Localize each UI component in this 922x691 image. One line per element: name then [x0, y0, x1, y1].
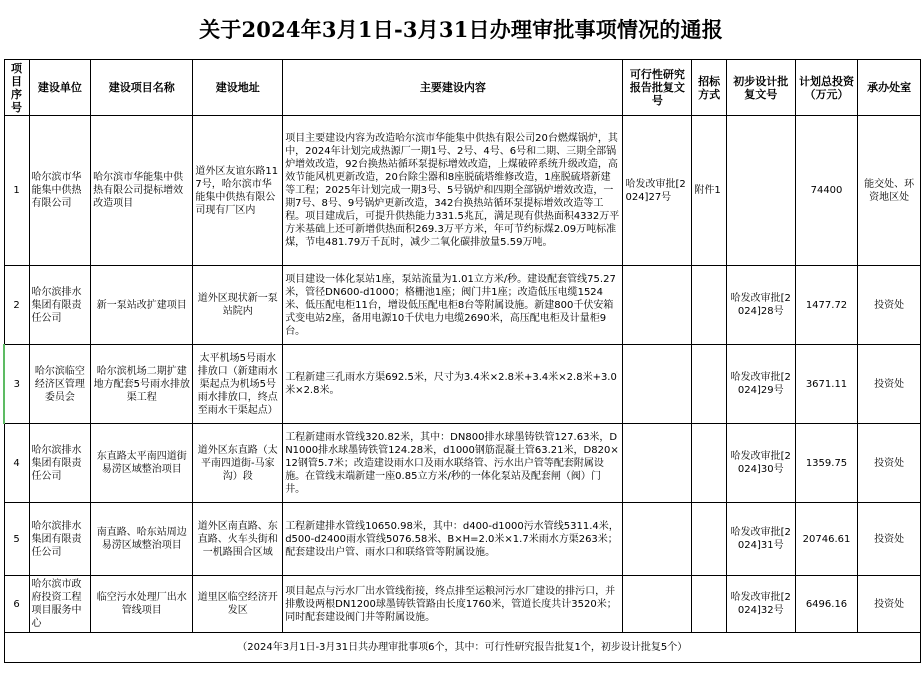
header-dept: 承办处室: [858, 60, 921, 116]
cell-prelim: 哈发改审批[2024]30号: [726, 424, 795, 503]
summary-note: （2024年3月1日-3月31日共办理审批事项6个，其中：可行性研究报告批复1个，初步设计批复5个）: [4, 633, 921, 663]
cell-feasibility: [623, 345, 692, 424]
cell-feasibility: [623, 424, 692, 503]
cell-bidding: [692, 503, 726, 576]
table-row: [4, 503, 921, 576]
cell-prelim: 哈发改审批[2024]28号: [726, 266, 795, 345]
cell-bidding: [692, 576, 726, 633]
cell-dept: 投资处: [858, 345, 921, 424]
cell-name: 东直路太平南四道街易涝区域整治项目: [91, 424, 193, 503]
cell-unit: 哈尔滨排水集团有限责任公司: [29, 266, 91, 345]
cell-bidding: [692, 266, 726, 345]
cell-prelim: 哈发改审批[2024]29号: [726, 345, 795, 424]
header-addr: 建设地址: [193, 60, 283, 116]
cell-invest: 74400: [795, 116, 858, 266]
cell-name: 哈尔滨市华能集中供热有限公司提标增效改造项目: [91, 116, 193, 266]
header-name: 建设项目名称: [91, 60, 193, 116]
table-row: [4, 266, 921, 345]
cell-content: 工程新建三孔雨水方渠692.5米，尺寸为3.4米×2.8米+3.4米×2.8米+3.0米×2.8米。: [283, 345, 623, 424]
cell-seq: 2: [4, 266, 29, 345]
table-row: [4, 576, 921, 633]
cell-invest: 3671.11: [795, 345, 858, 424]
cell-invest: 1359.75: [795, 424, 858, 503]
cell-bidding: [692, 424, 726, 503]
header-content: 主要建设内容: [283, 60, 623, 116]
cell-unit: 哈尔滨市政府投资工程项目服务中心: [29, 576, 91, 633]
cell-bidding: [692, 345, 726, 424]
cell-unit: 哈尔滨临空经济区管理委员会: [29, 345, 91, 424]
header-prelim: 初步设计批复文号: [726, 60, 795, 116]
cell-seq: 3: [4, 345, 29, 424]
header-seq: 项目序号: [4, 60, 29, 116]
cell-addr: 道外区现状新一泵站院内: [193, 266, 283, 345]
cell-content: 项目起点与污水厂出水管线衔接，终点排至运粮河污水厂建设的排污口，并排敷设两根DN1200球墨铸铁管路由长度1760米，管道长度共计3520米；同时配套建设阀门井等附属设施。: [283, 576, 623, 633]
cell-invest: 6496.16: [795, 576, 858, 633]
cell-seq: 4: [4, 424, 29, 503]
cell-seq: 1: [4, 116, 29, 266]
cell-feasibility: [623, 576, 692, 633]
header-feasibility: 可行性研究报告批复文号: [623, 60, 692, 116]
page-title: 关于2024年3月1日-3月31日办理审批事项情况的通报: [199, 17, 723, 42]
cell-name: 新一泵站改扩建项目: [91, 266, 193, 345]
table-row: [4, 424, 921, 503]
cell-name: 南直路、哈东站周边易涝区域整治项目: [91, 503, 193, 576]
cell-dept: 能交处、环资地区处: [858, 116, 921, 266]
cell-dept: 投资处: [858, 503, 921, 576]
cell-unit: 哈尔滨排水集团有限责任公司: [29, 424, 91, 503]
cell-unit: 哈尔滨排水集团有限责任公司: [29, 503, 91, 576]
cell-prelim: 哈发改审批[2024]31号: [726, 503, 795, 576]
cell-feasibility: [623, 266, 692, 345]
cell-dept: 投资处: [858, 266, 921, 345]
cell-content: 项目主要建设内容为改造哈尔滨市华能集中供热有限公司20台燃煤锅炉，其中，2024年计划完成热源厂一期1号、2号、4号、6号和二期、三期全部锅炉增效改造，92台换热站循环泵提标增效改造，上煤破碎系统升级改造，高效节能风机更新改造，20台除尘器和8座脱硫塔维修改造，1座脱硫塔新建等工程；2025年计划完成一期3号、5号锅炉和四期全部锅炉增效改造，一期7号、8号、9号锅炉更新改造，342台换热站循环泵提标增效改造等工程。项目建成后，可提升供热能力331.5兆瓦，满足现有供热面积4332万平方米基础上还可新增供热面积269.3万平方米，年可节约标煤2.09万吨标准煤，节电481.79万千瓦时，减少二氧化碳排放量5.59万吨。: [283, 116, 623, 266]
cell-dept: 投资处: [858, 576, 921, 633]
cell-prelim: 哈发改审批[2024]32号: [726, 576, 795, 633]
cell-addr: 道外区南直路、东直路、火车头街和一机路围合区域: [193, 503, 283, 576]
header-invest: 计划总投资（万元）: [795, 60, 858, 116]
table-footer-row: [4, 633, 921, 663]
table-header-row: [4, 60, 921, 116]
cell-addr: 太平机场5号雨水排放口（新建雨水渠起点为机场5号雨水排放口，终点至雨水干渠起点）: [193, 345, 283, 424]
cell-unit: 哈尔滨市华能集中供热有限公司: [29, 116, 91, 266]
table-row: [4, 345, 921, 424]
cell-dept: 投资处: [858, 424, 921, 503]
cell-bidding: 附件1: [692, 116, 726, 266]
cell-content: 工程新建雨水管线320.82米，其中：DN800排水球墨铸铁管127.63米，DN1000排水球墨铸铁管124.28米，d1000钢筋混凝土管63.21米，D820×12钢管5.7米；改造建设雨水口及雨水联络管、污水出户管等配套附属设施。在管线末端新建一座0.85立方米/秒的一体化泵站及配套闸（阀）门井。: [283, 424, 623, 503]
cell-seq: 6: [4, 576, 29, 633]
cell-feasibility: 哈发改审批[2024]27号: [623, 116, 692, 266]
cell-invest: 1477.72: [795, 266, 858, 345]
cell-name: 哈尔滨机场二期扩建地方配套5号雨水排放渠工程: [91, 345, 193, 424]
cell-addr: 道里区临空经济开发区: [193, 576, 283, 633]
cell-addr: 道外区东直路（太平南四道街-马家沟）段: [193, 424, 283, 503]
cell-name: 临空污水处理厂出水管线项目: [91, 576, 193, 633]
cell-seq: 5: [4, 503, 29, 576]
cell-content: 项目建设一体化泵站1座，泵站流量为1.01立方米/秒。建设配套管线75.27米，管径DN600-d1000；格栅池1座；阀门井1座；改造低压电缆1524米、低压配电柜11台，增设低压配电柜8台等附属设施。新建800千伏安箱式变电站2座，备用电源10千伏电力电缆2690米，高压配电柜及计量柜9台。: [283, 266, 623, 345]
cell-prelim: [726, 116, 795, 266]
cell-content: 工程新建排水管线10650.98米，其中：d400-d1000污水管线5311.4米，d500-d2400雨水管线5076.58米、B×H=2.0米×1.7米雨水方渠263米；配套建设出户管、雨水口和联络管等附属设施。: [283, 503, 623, 576]
header-unit: 建设单位: [29, 60, 91, 116]
cell-invest: 20746.61: [795, 503, 858, 576]
approval-table: [3, 59, 921, 663]
header-bidding: 招标方式: [692, 60, 726, 116]
cell-addr: 道外区友谊东路117号，哈尔滨市华能集中供热有限公司现有厂区内: [193, 116, 283, 266]
table-row: [4, 116, 921, 266]
cell-feasibility: [623, 503, 692, 576]
